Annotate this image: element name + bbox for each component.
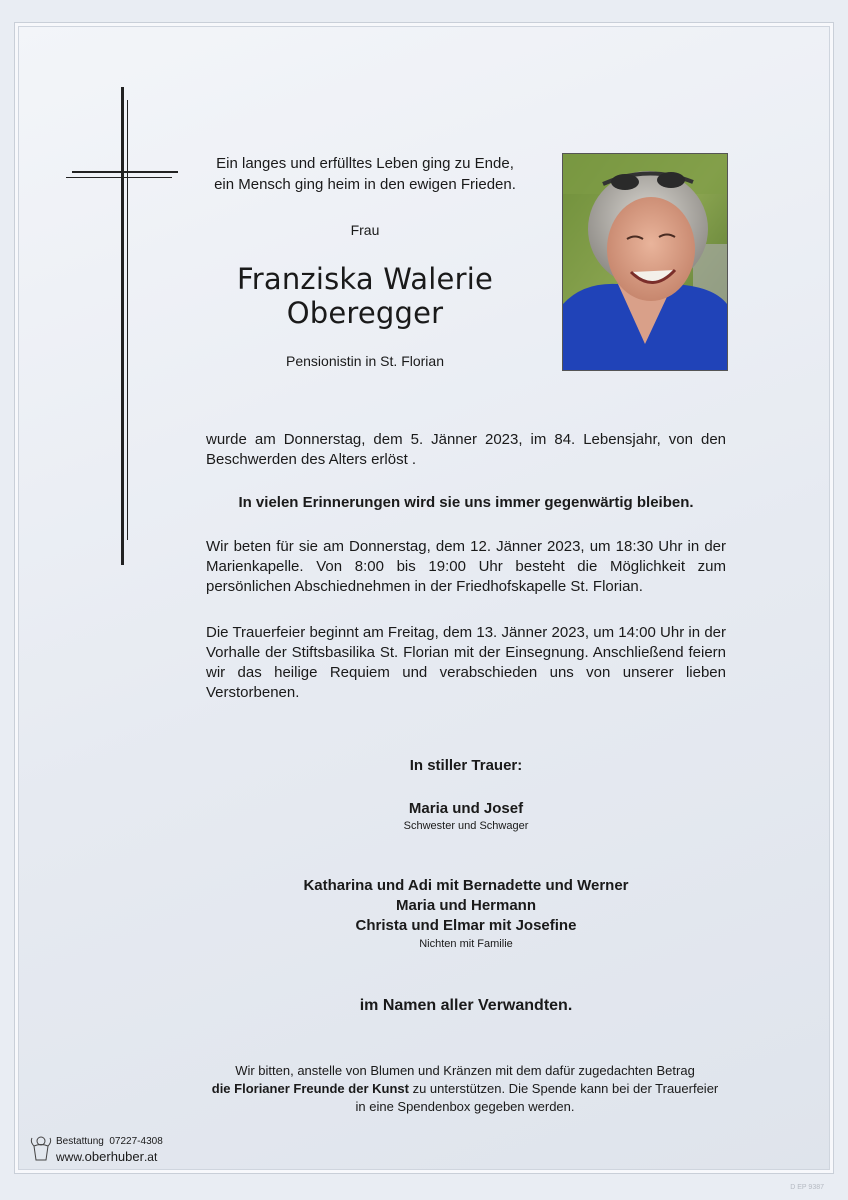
occupation: Pensionistin in St. Florian [286, 353, 444, 369]
name-last: Oberegger [286, 296, 444, 330]
funeral-home-label: Bestattung [56, 1136, 104, 1147]
intro-verse [200, 153, 530, 195]
funeral-home-url[interactable] [56, 1149, 157, 1164]
mourner-names [206, 876, 726, 936]
mourner-name: Christa und Elmar mit Josefine [355, 917, 577, 934]
salutation: Frau [350, 222, 380, 238]
closing-line: im Namen aller Verwandten. [359, 997, 573, 1014]
donation-line: in eine Spendenbox gegeben werden. [355, 1099, 575, 1114]
prayer-notice: Wir beten für sie am Donnerstag, dem 12. Jänner 2023, um 18:30 Uhr in der Marienkapelle. Von 8:00 bis 19:00 Uhr besteht die Möglichkeit zum persönlichen Abschiednehmen in der Friedhofskapelle St. Florian. [206, 538, 726, 595]
funeral-home-phone-line [56, 1136, 163, 1147]
portrait-photo [562, 153, 728, 371]
url-suffix: .at [143, 1150, 158, 1164]
mourner-relation: Schwester und Schwager [403, 820, 529, 832]
donation-notice [180, 1062, 750, 1116]
print-code: D EP 9387 [790, 1184, 824, 1191]
mourner-relation: Nichten mit Familie [419, 938, 513, 950]
angel-icon [30, 1134, 52, 1164]
url-main: oberhuber [84, 1149, 144, 1164]
donation-text: zu unterstützen. Die Spende kann bei der Trauerfeier [408, 1081, 719, 1096]
death-notice: wurde am Donnerstag, dem 5. Jänner 2023, im 84. Lebensjahr, von den Beschwerden des Alters erlöst . [206, 431, 726, 468]
url-prefix: www. [56, 1150, 85, 1164]
mourning-heading: In stiller Trauer: [409, 757, 523, 774]
mourner-names [206, 799, 726, 819]
intro-line: Ein langes und erfülltes Leben ging zu Ende, [216, 155, 514, 172]
intro-line: ein Mensch ging heim in den ewigen Frieden. [214, 176, 516, 193]
deceased-name [200, 262, 530, 330]
donation-recipient: die Florianer Freunde der Kunst [211, 1081, 409, 1096]
donation-line [180, 1080, 750, 1098]
funeral-notice: Die Trauerfeier beginnt am Freitag, dem 13. Jänner 2023, um 14:00 Uhr in der Vorhalle der Stiftsbasilika St. Florian mit der Einsegnung. Anschließend feiern wir das heilige Requiem und verabschieden uns von unserer lieben Verstorbenen. [206, 624, 726, 701]
mourner-name: Katharina und Adi mit Bernadette und Werner [303, 877, 629, 894]
name-first: Franziska Walerie [236, 262, 494, 296]
memorial-quote: In vielen Erinnerungen wird sie uns immer gegenwärtig bleiben. [238, 494, 694, 511]
donation-line: Wir bitten, anstelle von Blumen und Kränzen mit dem dafür zugedachten Betrag [235, 1063, 695, 1078]
mourner-name: Maria und Hermann [395, 897, 537, 914]
funeral-home-logo [30, 1134, 190, 1168]
mourner-name: Maria und Josef [408, 800, 524, 817]
funeral-home-phone: 07227-4308 [109, 1136, 163, 1147]
